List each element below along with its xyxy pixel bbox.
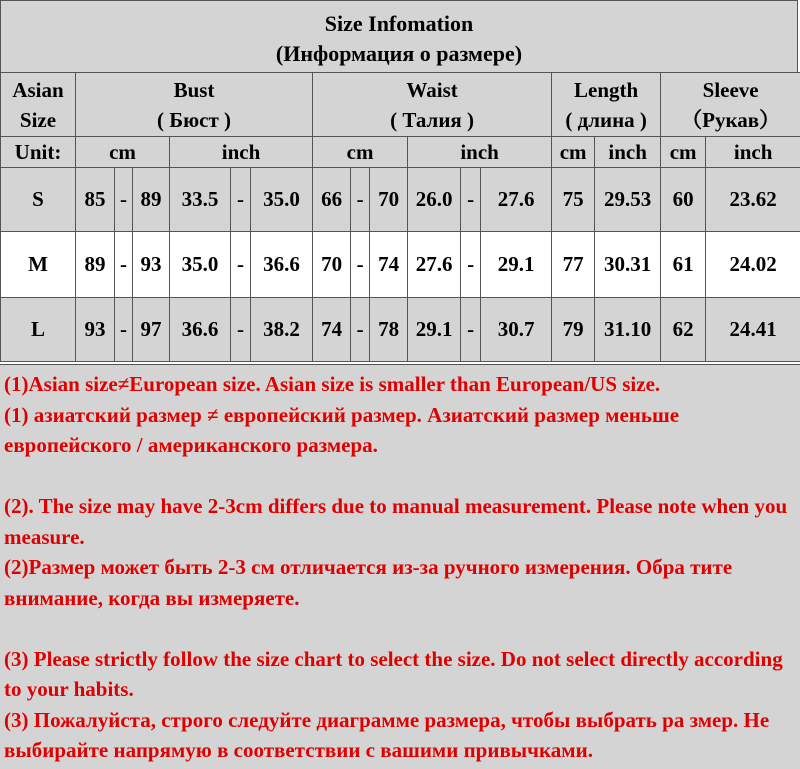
table-cell: - xyxy=(231,298,251,362)
table-cell: - xyxy=(231,232,251,298)
waist-inch-unit: inch xyxy=(408,137,552,168)
title-ru: (Информация о размере) xyxy=(275,41,523,66)
header-text: ( Талия ) xyxy=(390,107,475,132)
asian-size-header xyxy=(1,73,76,137)
table-cell: 70 xyxy=(313,232,351,298)
table-cell: 74 xyxy=(313,298,351,362)
table-cell: 23.62 xyxy=(706,168,800,232)
note-2-en: (2). The size may have 2-3cm differs due to manual measurement. Please note when you measure. xyxy=(4,494,788,549)
table-cell: - xyxy=(351,168,370,232)
table-cell: 70 xyxy=(370,168,408,232)
table-cell: 36.6 xyxy=(170,298,231,362)
header-text: ( длина ) xyxy=(565,107,647,132)
header-text: ( Бюст ) xyxy=(157,107,232,132)
table-cell: 29.1 xyxy=(408,298,461,362)
note-1-ru: (1) азиатский размер ≠ европейский размер. Азиатский размер меньше европейского / американского размера. xyxy=(4,402,680,457)
header-text: Size xyxy=(19,107,57,132)
notes-panel xyxy=(0,364,800,769)
table-cell: 30.7 xyxy=(481,298,552,362)
unit-label: Unit: xyxy=(1,137,76,168)
note-3-ru: (3) Пожалуйста, строго следуйте диаграмме размера, чтобы выбрать ра змер. Не выбирайте напрямую в соответствии с вашими привычками. xyxy=(4,707,770,762)
table-cell: - xyxy=(351,232,370,298)
table-cell: - xyxy=(231,168,251,232)
waist-header xyxy=(313,73,552,137)
table-cell: - xyxy=(115,168,133,232)
table-cell: - xyxy=(461,232,481,298)
table-cell: 35.0 xyxy=(251,168,313,232)
table-cell: 35.0 xyxy=(170,232,231,298)
bust-inch-unit: inch xyxy=(170,137,313,168)
table-cell: - xyxy=(351,298,370,362)
table-cell: 60 xyxy=(661,168,706,232)
header-text: Waist xyxy=(406,77,458,102)
table-cell: 93 xyxy=(76,298,115,362)
table-cell: - xyxy=(115,298,133,362)
table-cell: 85 xyxy=(76,168,115,232)
table-cell: 27.6 xyxy=(481,168,552,232)
size-table xyxy=(0,72,800,362)
table-cell: 77 xyxy=(552,232,595,298)
sleeve-header xyxy=(661,73,800,137)
header-text: Asian xyxy=(12,77,64,102)
table-cell: 29.1 xyxy=(481,232,552,298)
note-2-ru: (2)Размер может быть 2-3 см отличается из-за ручного измерения. Обра тите внимание, когда вы измеряете. xyxy=(4,555,733,610)
table-cell: - xyxy=(461,168,481,232)
note-1-en: (1)Asian size≠European size. Asian size is smaller than European/US size. xyxy=(4,372,661,396)
table-cell: 61 xyxy=(661,232,706,298)
unit-row xyxy=(1,137,800,168)
table-cell: 36.6 xyxy=(251,232,313,298)
header-text: Sleeve xyxy=(702,77,759,102)
chart-title xyxy=(0,0,798,72)
table-cell: 33.5 xyxy=(170,168,231,232)
table-cell: - xyxy=(461,298,481,362)
table-cell: 26.0 xyxy=(408,168,461,232)
table-cell: 30.31 xyxy=(595,232,661,298)
header-row xyxy=(1,73,800,137)
table-cell: 97 xyxy=(133,298,170,362)
table-row xyxy=(1,232,800,298)
table-cell: 89 xyxy=(133,168,170,232)
table-cell: 75 xyxy=(552,168,595,232)
table-cell: 93 xyxy=(133,232,170,298)
table-cell: 74 xyxy=(370,232,408,298)
table-row xyxy=(1,168,800,232)
size-cell: L xyxy=(1,298,76,362)
table-cell: 31.10 xyxy=(595,298,661,362)
length-header xyxy=(552,73,661,137)
sleeve-inch-unit: inch xyxy=(706,137,800,168)
header-text: Bust xyxy=(173,77,215,102)
table-cell: 27.6 xyxy=(408,232,461,298)
title-en: Size Infomation xyxy=(324,11,474,36)
length-cm-unit: cm xyxy=(552,137,595,168)
length-inch-unit: inch xyxy=(595,137,661,168)
table-cell: 89 xyxy=(76,232,115,298)
header-text: Length xyxy=(574,77,639,102)
size-cell: M xyxy=(1,232,76,298)
bust-cm-unit: cm xyxy=(76,137,170,168)
table-cell: 24.41 xyxy=(706,298,800,362)
table-cell: - xyxy=(115,232,133,298)
table-cell: 62 xyxy=(661,298,706,362)
table-cell: 38.2 xyxy=(251,298,313,362)
header-text: （Рукав） xyxy=(681,107,781,132)
table-row xyxy=(1,298,800,362)
table-cell: 66 xyxy=(313,168,351,232)
table-cell: 78 xyxy=(370,298,408,362)
table-cell: 29.53 xyxy=(595,168,661,232)
sleeve-cm-unit: cm xyxy=(661,137,706,168)
table-cell: 24.02 xyxy=(706,232,800,298)
table-cell: 79 xyxy=(552,298,595,362)
waist-cm-unit: cm xyxy=(313,137,408,168)
size-cell: S xyxy=(1,168,76,232)
note-3-en: (3) Please strictly follow the size chart to select the size. Do not select directly according to your habits. xyxy=(4,646,783,701)
bust-header xyxy=(76,73,313,137)
